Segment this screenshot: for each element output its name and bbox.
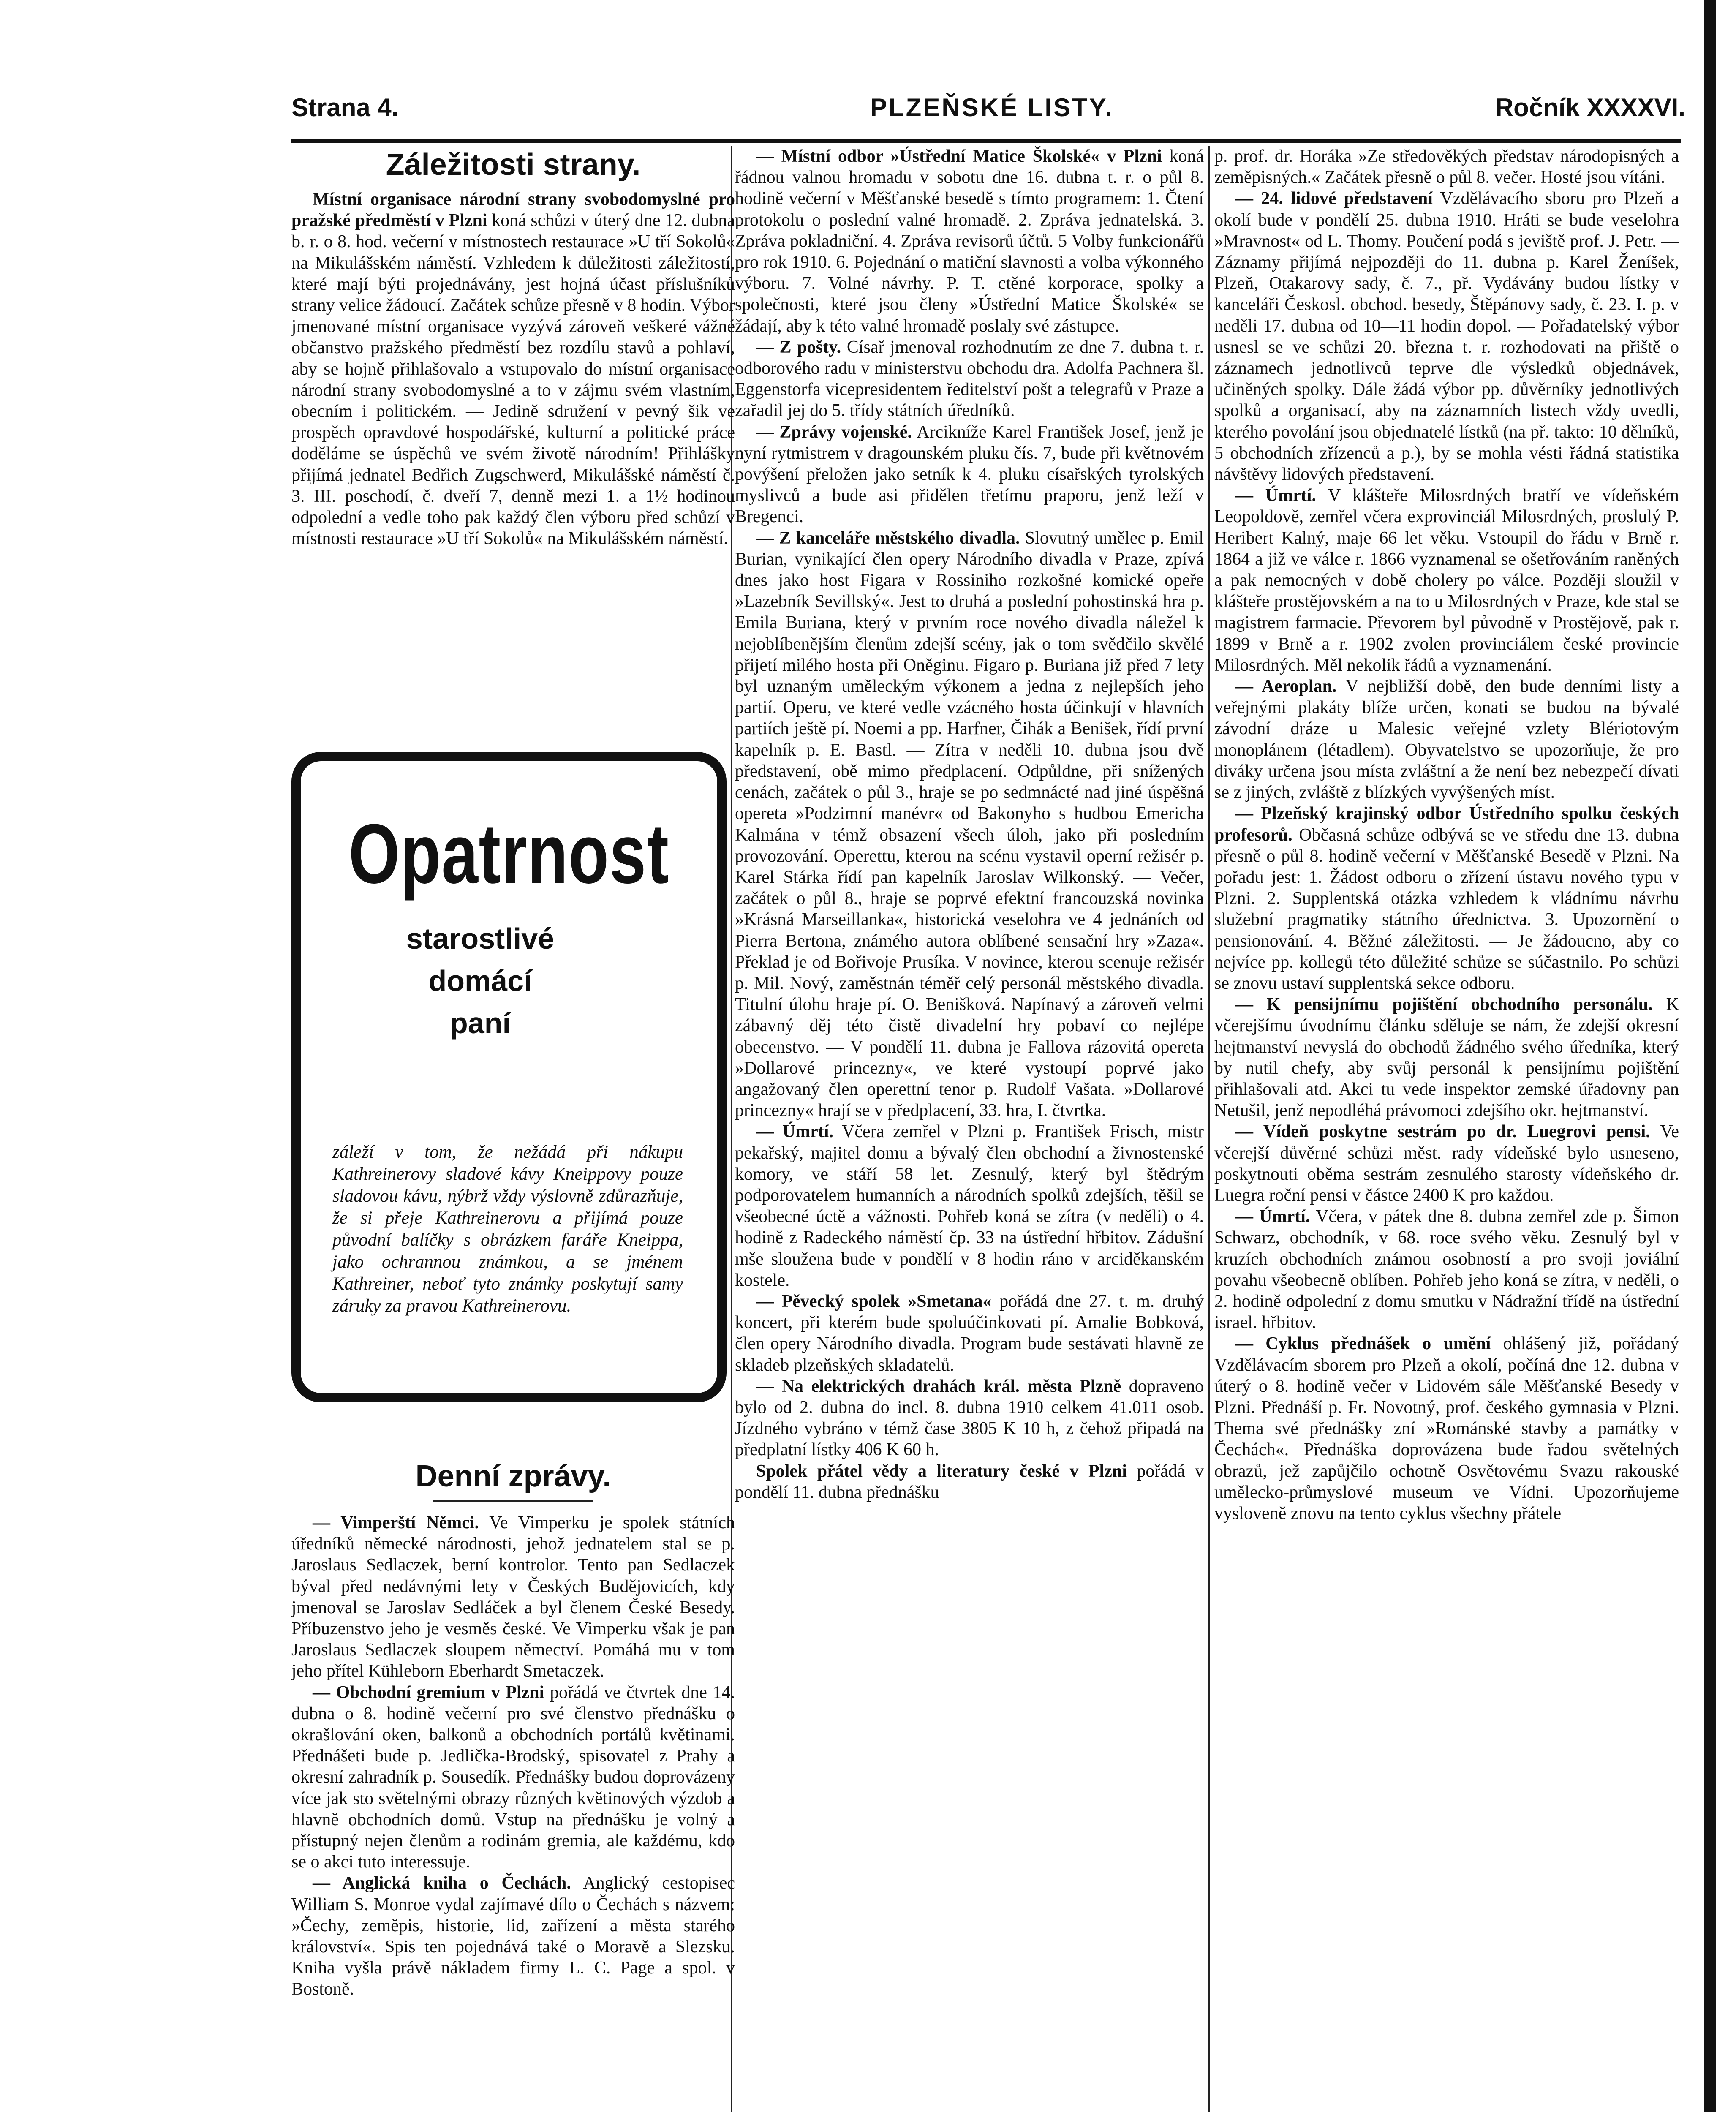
advertisement-kathreiner xyxy=(291,752,727,1402)
article-military xyxy=(735,422,1204,528)
article-professors xyxy=(1214,803,1679,994)
page-number: Strana 4. xyxy=(291,93,399,122)
article-aeroplane xyxy=(1214,676,1679,803)
section-rule xyxy=(433,1500,593,1502)
article-lead: — Z kanceláře městského divadla. xyxy=(756,528,1020,548)
ad-subtitle-line-1: starostlivé xyxy=(406,922,555,955)
article-pension xyxy=(1214,994,1679,1121)
article-body: Včera, v pátek dne 8. dubna zemřel zde p. Šimon Schwarz, obchodník, v 68. roce svého věku. Zesnulý byl v kruzích obchodních známou osobností a pro svoji joviální povahu všeobecně oblíben. Pohřeb jeho koná se zítra, v neděli, o 2. hodině odpolední z domu smutku v Nádražní třídě na ústřední israel. hřbitov. xyxy=(1214,1207,1679,1333)
article-lead: — Z pošty. xyxy=(756,337,841,357)
article-lead: — Cyklus přednášek o umění xyxy=(1235,1334,1491,1354)
article-lead: — Úmrtí. xyxy=(1235,1207,1310,1227)
section-title-daily-news: Denní zprávy. xyxy=(415,1459,611,1493)
article-lead: — 24. lidové představení xyxy=(1235,189,1433,209)
article-body: koná řádnou valnou hromadu v sobotu dne 16. dubna t. r. o půl 8. hodině večerní v Měšťanské besedě s tímto programem: 1. Čtení protokolu o poslední valné hromadě. 2. Zpráva jednatelská. 3. Zpráva pokladniční. 4. Zpráva revisorů účtů. 5 Volby funkcionářů pro rok 1910. 6. Pojednání o matiční slavnosti a volba výkonného výboru. 7. Volné návrhy. P. T. ctěné korporace, spolky a společnosti, které jsou členy »Ústřední Matice Školské« se žádají, aby k této valné hromadě poslaly své zástupce. xyxy=(735,147,1204,336)
article-vimperk xyxy=(291,1512,735,1682)
article-theatre xyxy=(735,528,1204,1121)
ad-subtitle xyxy=(332,917,628,1044)
article-body: ohlášený již, pořádaný Vzdělávacím sborem pro Plzeň a okolí, počíná dne 12. dubna v úterý o 8. hodině večer v Lidovém sále Měšťanské Besedy v Plzni. Přednáší p. Fr. Novotný, prof. českého gymnasia v Plzni. Thema své přednášky zní »Románské stavby a památky v Čechách«. Přednáška doprovázena bude řadou světelných obrazů, jež zapůjčilo ochotně Osvětovému Svazu rakouské umělecko-průmyslové museum ve Vídni. Upozorňujeme vysloveně znovu na tento cyklus všechny přátele xyxy=(1214,1334,1679,1523)
article-lead: — Zprávy vojenské. xyxy=(756,422,912,442)
article-matice xyxy=(735,146,1204,337)
ad-title: Opatrnost xyxy=(348,807,669,901)
article-lead: — Plzeňský krajinský odbor Ústředního spolku českých profesorů. xyxy=(1214,804,1679,845)
article-body: V nejbližší době, den bude denními listy a veřejnými plakáty blíže určen, konati se budou na bývalé závodní dráze u Malesic veřejné vzlety Blériotovým monoplánem (létadlem). Obyvatelstvo se upozorňuje, že pro diváky určena jsou místa zvláštní a že není bez nebezpečí dívati se z jiných, zvláště z blízkých vyvýšených míst. xyxy=(1214,677,1679,803)
article-lead: Místní organisace národní strany svobodomyslné pro pražské předměstí v Plzni xyxy=(291,190,735,231)
article-body: koná schůzi v úterý dne 12. dubna b. r. o 8. hod. večerní v místnostech restaurace »U tří Sokolů« na Mikulášském náměstí. Vzhledem k důležitosti záležitostí, které mají býti projednávány, jest hojná účast příslušníků strany velice žádoucí. Začátek schůze přesně v 8 hodin. Výbor jmenované místní organisace vyzývá zároveň veškeré vážné občanstvo pražského předměstí bez rozdílu stavů a pohlaví, aby se hojně přihlašovalo a vstupovalo do místní organisace národní strany svobodomyslné a to v zájmu svém vlastním, obecním i politickém. — Jedině sdružení v pevný šik ve prospěch opravdové hospodářské, kulturní a politické práce doděláme se úspěchů ve svém životě národním! Přihlášky přijímá jednatel Bedřich Zugschwerd, Mikulášské náměstí č. 3. III. poschodí, č. dveří 7, denně mezi 1. a 1½ hodinou odpolední a vedle toho pak každý člen výboru před schůzí v místnosti restaurace »U tří Sokolů« na Mikulášském náměstí. xyxy=(291,211,735,549)
article-body: Vzdělávacího sboru pro Plzeň a okolí bude v pondělí 25. dubna 1910. Hráti se bude veselohra »Mravnost« od L. Thomy. Poučení podá s jeviště prof. J. Petr. — Záznamy přijímá nejpozději do 11. dubna p. Karel Ženíšek, Plzeň, Otakarovy sady, č. 7., př. Vydávány budou lístky v kanceláři Českosl. obchod. besedy, Štěpánovy sady, č. 23. I. p. v neděli 17. dubna od 10—11 hodin dopol. — Pořadatelský výbor usnesl se ve schůzi 20. března t. r. rozhodovati na přiště o záznamech jednotlivců teprve dle výsledků objednávek, učiněných spolky. Dále žádá výbor pp. důvěrníky jednotlivých spolků a organisací, aby na záznamních listech vždy uvedli, kterého povolání jsou objednatelé lístků (na př. takto: 10 dělníků, 5 obchodních zřízenců a p.), by se mohla vésti řádná statistika návštěvy lidových představení. xyxy=(1214,189,1679,484)
column-2 xyxy=(735,146,1204,2112)
article-body: Císař jmenoval rozhodnutím ze dne 7. dubna t. r. odborového radu v ministerstvu obchodu dra. Adolfa Pachnera šl. Eggenstorfa vicepresidentem ředitelství pošt a telegrafů v Praze a zařadil jej do 5. třídy státních úředníků. xyxy=(735,337,1204,421)
article-lead: — Aeroplan. xyxy=(1235,677,1337,697)
column-3 xyxy=(1214,146,1679,2112)
article-body: Anglický cestopisec William S. Monroe vydal zajímavé dílo o Čechách s názvem: »Čechy, zeměpis, historie, lid, zařízení a města starého království«. Spis ten pojednává také o Moravě a Slezsku. Kniha vyšla právě nákladem firmy L. C. Page a spol. v Bostoně. xyxy=(291,1873,735,1999)
article-body: Ve Vimperku je spolek státních úředníků německé národnosti, jehož jednatelem stal se p. Jaroslaus Sedlaczek, berní kontrolor. Tento pan Sedlaczek býval před nedávnými lety v Českých Budějovicích, kdy jmenoval se Jaroslav Sedláček a byl členem České Besedy. Příbuzenstvo jeho je vesměs české. Ve Vimperku však je pan Jaroslaus Sedlaczek sloupem němectví. Pomáhá mu v tom jeho přítel Kühleborn Eberhardt Smetaczek. xyxy=(291,1513,735,1681)
article-lead: — Vídeň poskytne sestrám po dr. Luegrovi pensi. xyxy=(1235,1122,1650,1142)
article-lead: — Na elektrických drahách král. města Plzně xyxy=(756,1376,1121,1396)
article-body: K včerejšímu úvodnímu článku sděluje se nám, že zdejší okresní hejtmanství nevyslá do obchodů žádného svého úředníka, který by nutil chefy, aby svůj personál k pensijnímu pojištění přihlašovali atd. Akci tu vede inspektor zemské úřadovny pan Netušil, jenž nepodléhá právomoci zdejšího okr. hejtmanství. xyxy=(1214,995,1679,1121)
article-vienna-lueger xyxy=(1214,1121,1679,1206)
article-body: Občasná schůze odbývá se ve středu dne 13. dubna přesně o půl 8. hodině večerní v Měšťanské Besedě v Plzni. Na pořadu jest: 1. Žádost odboru o zřízení ústavu nového typu v Plzni. 2. Supplentská otázka vzhledem k vládnímu návrhu služební pragmatiky státního úřednictva. 3. Upozornění o pensionování. 4. Běžné záležitosti. — Je žádoucno, aby co nejvíce pp. kollegů této důležité schůze se súčastnilo. Po schůzi se znovu ustaví supplentská sekce odboru. xyxy=(1214,825,1679,993)
article-body: Včera zemřel v Plzni p. František Frisch, mistr pekařský, majitel domu a bývalý člen obchodní a živnostenské komory, ve stáří 58 let. Zesnulý, který byl štědrým podporovatelem humanních a národních spolků zdejších, těšil se všeobecné úctě a vážnosti. Pohřeb koná se zítra (v neděli) o 4. hodině z Radeckého náměstí čp. 33 na ústřední hřbitov. Zádušní mše sloužena bude v pondělí v 8 hodin ráno v arciděkanském kostele. xyxy=(735,1122,1204,1290)
article-art-lectures xyxy=(1214,1333,1679,1524)
article-body: Slovutný umělec p. Emil Burian, vynikající člen opery Národního divadla v Praze, zpívá dnes jako host Figara v Rossiniho rozkošné komické opeře »Lazebník Sevillský«. Jest to druhá a poslední pohostinská hra p. Emila Buriana, který v prvním roce nového divadla náležel k nejoblíbenějším členům zdejší scény, jak o tom svědčilo skvělé přijetí milého hosta při Oněginu. Figaro p. Buriana již před 7 lety byl uznaným uměleckým výkonem a jedna z nejlepších jeho partií. Operu, ve které vedle vzácného hosta účinkují v hlavních partiích ještě pí. Noemi a pp. Harfner, Čihák a Benišek, řídí první kapelník p. E. Bastl. — Zítra v neděli 10. dubna jsou dvě představení, obě mimo předplacení. Odpůldne, při snížených cenách, začátek o půl 3., hraje se po sedmnácté nad jiné úspěšná opereta »Podzimní manévr« od Bakonyho s hudbou Emericha Kalmána v témž obsazení všech úloh, jako při posledním provozování. Operettu, kterou na scénu vystavil operní režisér p. Karel Stárka řídí pan kapelník Jaroslav Wilkonský. — Večer, začátek o půl 8., hraje se poprvé efektní francouzská novinka »Krásná Marseillanka«, historická veselohra ve 4 jednáních od Pierra Bertona, známého autora oblíbené sensační hry »Zaza«. Překlad je od Bořivoje Prusíka. V novince, kterou scenuje režisér p. Mil. Nový, zaměstnán téměř celý personál městského divadla. Titulní úlohu hraje pí. O. Benišková. Napínavý a zároveň velmi zábavný děj této čistě divadelní hry pobaví co nejlépe obecenstvo. — V pondělí 11. dubna je Fallova rázovitá opereta »Dollarové princezny«, ve které vystoupí poprvé jako angažovaný člen operettní tenor p. Rudolf Vašata. »Dollarové princezny« hrají se v předplacení, 33. hra, I. čtvrtka. xyxy=(735,528,1204,1121)
article-science-society xyxy=(735,1461,1204,1503)
article-obituary-schwarz xyxy=(1214,1206,1679,1333)
article-lead: — K pensijnímu pojištění obchodního personálu. xyxy=(1235,995,1653,1015)
article-body: pořádá dne 27. t. m. druhý koncert, při kterém bude spoluúčinkovati pí. Amalie Bobková, člen opery Národního divadla. Program bude sestávati hlavně ze skladeb plzeňských skladatelů. xyxy=(735,1291,1204,1375)
article-body: pořádá ve čtvrtek dne 14. dubna o 8. hodině večerní pro své členstvo přednášku o okrašlování oken, balkonů a obchodních portálů květinami. Přednášeti bude p. Jedlička-Brodský, spisovatel z Prahy a okresní zahradník p. Sousedík. Přednášky budou doprovázeny více jak sto světelnými obrazy různých květinových výzdob a hlavně obchodních domů. Vstup na přednášku je volný a přístupný nejen členům a rodinám gremia, ale každému, kdo se o akci tuto interessuje. xyxy=(291,1682,735,1872)
ad-subtitle-line-2: domácí xyxy=(428,964,532,997)
section-title-party: Záležitosti strany. xyxy=(386,148,641,182)
article-lead: — Úmrtí. xyxy=(756,1122,833,1142)
column-1-top xyxy=(291,146,735,737)
ad-body-text: záleží v tom, že nežádá při nákupu Kathreinerovy sladové kávy Kneippovy pouze sladovou kávu, nýbrž vždy výslovně zdůrazňuje, že si přeje Kathreinerovu a přijímá pouze původní balíčky s obrázkem faráře Kneippa, jako ochrannou známkou, a se jménem Kathreiner, neboť tyto známky poskytují samy záruky za pravou Kathreinerovu. xyxy=(332,1142,683,1316)
article-continued: p. prof. dr. Horáka »Ze středověkých představ národopisných a zeměpisných.« Začátek přesně o půl 8. večer. Hosté jsou vítáni. xyxy=(1214,147,1679,188)
scan-edge-right xyxy=(1704,0,1716,2112)
article-gremium xyxy=(291,1682,735,1873)
article-obituary-kalny xyxy=(1214,485,1679,676)
newspaper-title: PLZEŇSKÉ LISTY. xyxy=(870,93,1114,122)
column-divider-2 xyxy=(1208,146,1210,2112)
article-lead: — Obchodní gremium v Plzni xyxy=(313,1682,544,1702)
article-body: pořádá v pondělí 11. dubna přednášku xyxy=(735,1461,1204,1502)
article-lead: — Pěvecký spolek »Smetana« xyxy=(756,1291,992,1311)
article-body: Ve včerejší důvěrné schůzi měst. rady vídeňské bylo usneseno, poskytnouti oběma sestrám zesnulého starosty vídeňského dr. Luegra roční pensi v částce 2400 K pro každou. xyxy=(1214,1122,1679,1205)
article-lead: — Úmrtí. xyxy=(1235,486,1316,506)
article-body: dopraveno bylo od 2. dubna do incl. 8. dubna 1910 celkem 41.011 osob. Jízdného vybráno v témž čase 3805 K 10 h, z čehož připadá na předplatní lístky 406 K 60 h. xyxy=(735,1376,1204,1460)
article-folk-performance xyxy=(1214,188,1679,485)
volume-label: Ročník XXXXVI. xyxy=(1495,93,1685,122)
article-tram xyxy=(735,1376,1204,1461)
article-lead: — Místní odbor »Ústřední Matice Školské« v Plzni xyxy=(756,147,1162,166)
article-smetana xyxy=(735,1291,1204,1376)
article-lead: — Vimperští Němci. xyxy=(313,1513,479,1532)
column-1-bottom xyxy=(291,1457,735,2112)
article-english-book xyxy=(291,1872,735,2000)
article-body: Arcikníže Karel František Josef, jenž je nyní rytmistrem v dragounském pluku čís. 7, bude při květnovém povýšení přeložen jako setník k 4. pluku císařských tyrolských myslivců a bude asi přidělen třetímu praporu, jenž leží v Bregenci. xyxy=(735,422,1204,527)
article-post xyxy=(735,337,1204,422)
article-lead: Spolek přátel vědy a literatury české v Plzni xyxy=(756,1461,1127,1481)
article-obituary-frisch xyxy=(735,1121,1204,1291)
article-party-organisation xyxy=(291,189,735,549)
article-body: V klášteře Milosrdných bratří ve vídeňském Leopoldově, zemřel včera exprovinciál Milosrdných, proslulý P. Heribert Kalný, maje 66 let věku. Vstoupil do řádu v Brně r. 1864 a již ve válce r. 1866 vyznamenal se ošetřováním raněných a pak nemocných v době cholery po válce. Později sloužil v klášteře prostějovském a na to u Milosrdných v Praze, kde stal se magistrem farmacie. Převorem byl původně v Prostějově, pak r. 1899 v Brně a r. 1902 zvolen provinciálem české provincie Milosrdných. Měl nekolik řádů a vyznamenání. xyxy=(1214,486,1679,675)
ad-subtitle-line-3: paní xyxy=(450,1007,511,1040)
header-rule xyxy=(291,139,1681,143)
article-lead: — Anglická kniha o Čechách. xyxy=(313,1873,571,1893)
page-header xyxy=(291,84,1685,131)
